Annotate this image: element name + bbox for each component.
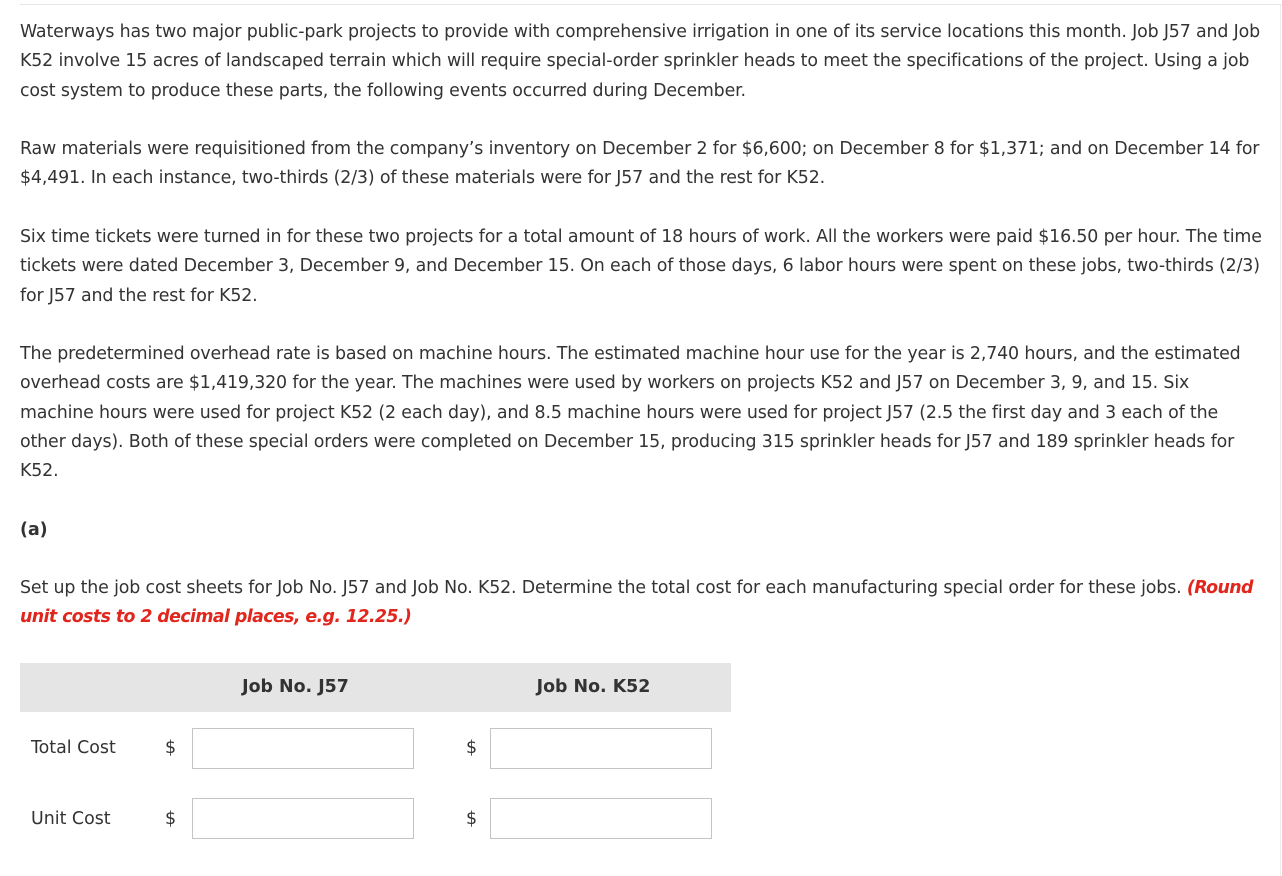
cost-table-header [20, 663, 731, 712]
problem-paragraph-3: Six time tickets were turned in for these two projects for a total amount of 18 hours of work. All the workers were paid $16.50 per hour. The time tickets were dated December 3, December 9, and December 15. On each of those days, 6 labor hours were spent on these jobs, two-thirds (2/3) for J57 and the rest for K52. [20, 227, 1262, 306]
total-cost-k52-input[interactable] [490, 728, 712, 769]
currency-symbol: $ [466, 809, 478, 829]
problem-paragraph-4: The predetermined overhead rate is based on machine hours. The estimated machine hour use for the year is 2,740 hours, and the estimated overhead costs are $1,419,320 for the year. The machines were used by workers on projects K52 and J57 on December 3, 9, and 15. Six machine hours were used for project K52 (2 each day), and 8.5 machine hours were used for project J57 (2.5 the first day and 3 each of the other days). Both of these special orders were completed on December 15, producing 315 sprinkler heads for J57 and 189 sprinkler heads for K52. [20, 344, 1241, 482]
total-cost-label: Total Cost [31, 738, 116, 758]
problem-paragraph-1: Waterways has two major public-park projects to provide with comprehensive irrigation in one of its service locations this month. Job J57 and Job K52 involve 15 acres of landscaped terrain which will require special-order sprinkler heads to meet the specifications of the project. Using a job cost system to produce these parts, the following events occurred during December. [20, 22, 1261, 101]
right-divider [1280, 4, 1281, 876]
currency-symbol: $ [165, 809, 177, 829]
column-header-j57: Job No. J57 [242, 677, 349, 697]
unit-cost-j57-input[interactable] [192, 798, 414, 839]
unit-cost-k52-input[interactable] [490, 798, 712, 839]
instruction-paragraph [20, 574, 1265, 633]
column-header-k52: Job No. K52 [536, 677, 651, 697]
rounding-hint: (Round unit costs to 2 decimal places, e.g. 12.25.) [20, 578, 1253, 628]
problem-paragraph-2: Raw materials were requisitioned from the company’s inventory on December 2 for $6,600; on December 8 for $1,371; and on December 14 for $4,491. In each instance, two-thirds (2/3) of these materials were for J57 and the rest for K52. [20, 139, 1260, 189]
unit-cost-label: Unit Cost [31, 809, 111, 829]
total-cost-j57-input[interactable] [192, 728, 414, 769]
part-label: (a) [20, 520, 48, 540]
instruction-text: Set up the job cost sheets for Job No. J57 and Job No. K52. Determine the total cost for each manufacturing special order for these jobs. [20, 578, 1182, 598]
currency-symbol: $ [466, 738, 478, 758]
top-divider [20, 4, 1282, 5]
currency-symbol: $ [165, 738, 177, 758]
